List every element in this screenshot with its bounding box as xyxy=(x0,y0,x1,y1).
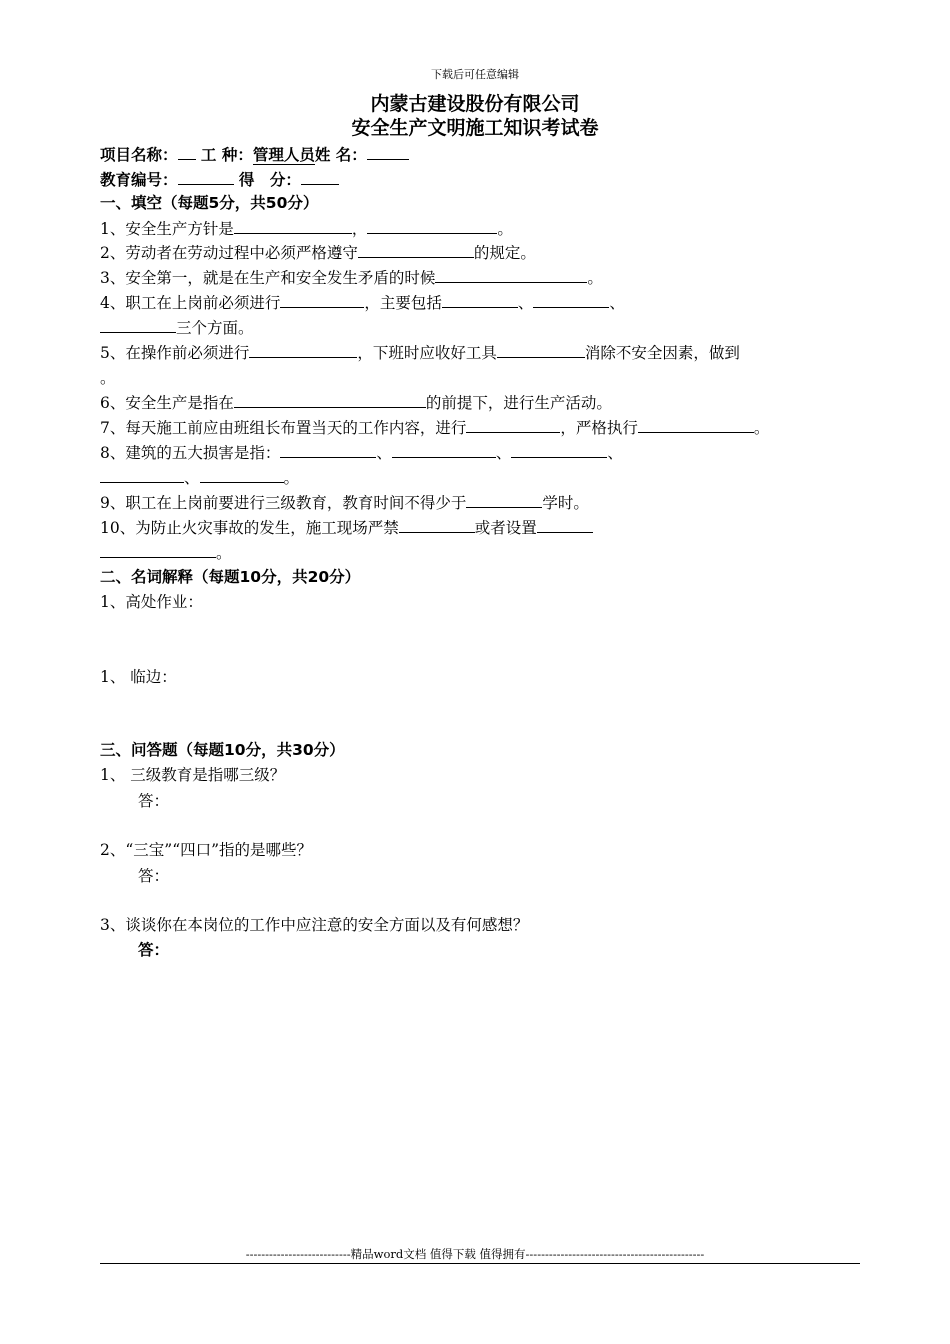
q8-blank-2[interactable] xyxy=(392,440,496,458)
q8-sep-2: 、 xyxy=(495,444,512,462)
info-line-edu xyxy=(100,167,339,192)
q8-blank-4[interactable] xyxy=(100,465,184,483)
q2-end: 的规定。 xyxy=(473,244,536,262)
q2-blank[interactable] xyxy=(358,240,474,258)
q5-text: 5、在操作前必须进行 xyxy=(100,344,250,362)
q4-text: 4、职工在上岗前必须进行 xyxy=(100,294,281,312)
q9-blank[interactable] xyxy=(466,490,542,508)
q7-end: 。 xyxy=(753,419,770,437)
q8-sep-1: 、 xyxy=(376,444,392,462)
footer-divider xyxy=(100,1263,860,1264)
q3-end: 。 xyxy=(587,269,603,287)
q4-end: 三个方面。 xyxy=(176,319,254,337)
worktype-label: 工 种： xyxy=(200,146,253,164)
question-1-2 xyxy=(100,240,536,265)
question-1-8 xyxy=(100,440,623,465)
company-title: 内蒙古建设股份有限公司 xyxy=(370,93,580,115)
q4-blank-4[interactable] xyxy=(100,315,176,333)
term-question-2: 1、 临边： xyxy=(100,668,177,686)
q4-blank-3[interactable] xyxy=(533,290,609,308)
q10-text: 10、为防止火灾事故的发生，施工现场严禁 xyxy=(100,519,399,537)
exam-title: 安全生产文明施工知识考试卷 xyxy=(351,117,599,139)
q1-blank-2[interactable] xyxy=(367,216,497,234)
q3-text: 3、安全第一，就是在生产和安全发生矛盾的时候 xyxy=(100,269,436,287)
q10-blank-1[interactable] xyxy=(399,515,475,533)
qa-question-1: 1、 三级教育是指哪三级？ xyxy=(100,766,286,784)
q4-sep-1: 、 xyxy=(517,294,534,312)
q4-blank-2[interactable] xyxy=(442,290,518,308)
q8-sep-4: 、 xyxy=(184,469,200,487)
section3-heading: 三、问答题（每题10分，共30分） xyxy=(100,741,345,759)
question-1-7 xyxy=(100,415,769,440)
q1-end: 。 xyxy=(497,220,513,238)
q1-sep: ， xyxy=(351,220,368,238)
q10-blank-2[interactable] xyxy=(537,515,593,533)
q2-text: 2、劳动者在劳动过程中必须严格遵守 xyxy=(100,244,358,262)
q6-end: 的前提下，进行生产活动。 xyxy=(425,394,612,412)
q7-blank-1[interactable] xyxy=(466,415,560,433)
edu-blank[interactable] xyxy=(178,167,234,185)
question-1-6 xyxy=(100,390,612,415)
q5-text-3: 消除不安全因素，做到 xyxy=(584,344,740,362)
question-1-3 xyxy=(100,265,603,290)
q8-sep-3: 、 xyxy=(607,444,623,462)
q1-text: 1、安全生产方针是 xyxy=(100,220,234,238)
question-1-10-cont xyxy=(100,540,232,565)
q5-blank-2[interactable] xyxy=(497,340,585,358)
q5-text-2: ，下班时应收好工具 xyxy=(357,344,497,362)
qa-answer-label-3: 答： xyxy=(138,941,170,959)
q8-text: 8、建筑的五大损害是指： xyxy=(100,444,281,462)
question-1-4-cont xyxy=(100,315,254,340)
footer-text: ---------------------------精品word文档 值得下载 值得拥有---------------------------------------------- xyxy=(245,1247,705,1261)
worktype-value: 管理人员 xyxy=(252,146,315,164)
qa-answer-label-2: 答： xyxy=(138,867,170,885)
q6-text: 6、安全生产是指在 xyxy=(100,394,234,412)
project-label: 项目名称： xyxy=(100,146,178,164)
q7-blank-2[interactable] xyxy=(638,415,754,433)
q4-blank-1[interactable] xyxy=(280,290,364,308)
question-1-5-cont xyxy=(100,366,116,390)
section1-heading: 一、填空（每题5分，共50分） xyxy=(100,194,319,212)
q8-end: 。 xyxy=(283,469,300,487)
q4-text-2: ，主要包括 xyxy=(364,294,442,312)
info-line-project xyxy=(100,142,409,167)
name-label: 姓 名： xyxy=(314,146,367,164)
section2-heading: 二、名词解释（每题10分，共20分） xyxy=(100,568,361,586)
term-question-1: 1、高处作业： xyxy=(100,593,203,611)
qa-question-2: 2、“三宝”“四口”指的是哪些？ xyxy=(100,841,313,859)
question-1-1 xyxy=(100,216,513,241)
q1-blank-1[interactable] xyxy=(234,216,352,234)
q7-text-2: ，严格执行 xyxy=(560,419,638,437)
q6-blank[interactable] xyxy=(234,390,426,408)
q5-blank-1[interactable] xyxy=(249,340,357,358)
q8-blank-3[interactable] xyxy=(511,440,607,458)
project-blank[interactable] xyxy=(178,142,196,160)
q7-text: 7、每天施工前应由班组长布置当天的工作内容，进行 xyxy=(100,419,467,437)
qa-question-3: 3、谈谈你在本岗位的工作中应注意的安全方面以及有何感想？ xyxy=(100,916,529,934)
score-blank[interactable] xyxy=(301,167,339,185)
edu-label: 教育编号： xyxy=(100,171,178,189)
question-1-8-cont xyxy=(100,465,299,490)
name-blank[interactable] xyxy=(367,142,409,160)
qa-answer-label-1: 答： xyxy=(138,792,170,810)
q10-end: 。 xyxy=(216,544,232,562)
q4-sep-2: 、 xyxy=(609,294,625,312)
q8-blank-5[interactable] xyxy=(200,465,284,483)
question-1-10 xyxy=(100,515,593,540)
q10-blank-3[interactable] xyxy=(100,540,216,558)
q10-text-2: 或者设置 xyxy=(474,519,537,537)
q8-blank-1[interactable] xyxy=(280,440,376,458)
question-1-9 xyxy=(100,490,589,515)
question-1-4 xyxy=(100,290,625,315)
q9-end: 学时。 xyxy=(542,494,589,512)
header-note: 下载后可任意编辑 xyxy=(431,68,519,81)
q9-text: 9、职工在上岗前要进行三级教育，教育时间不得少于 xyxy=(100,494,467,512)
q5-end: 。 xyxy=(100,369,116,387)
question-1-5 xyxy=(100,340,740,365)
score-label: 得 分： xyxy=(238,171,301,189)
q3-blank[interactable] xyxy=(435,265,587,283)
